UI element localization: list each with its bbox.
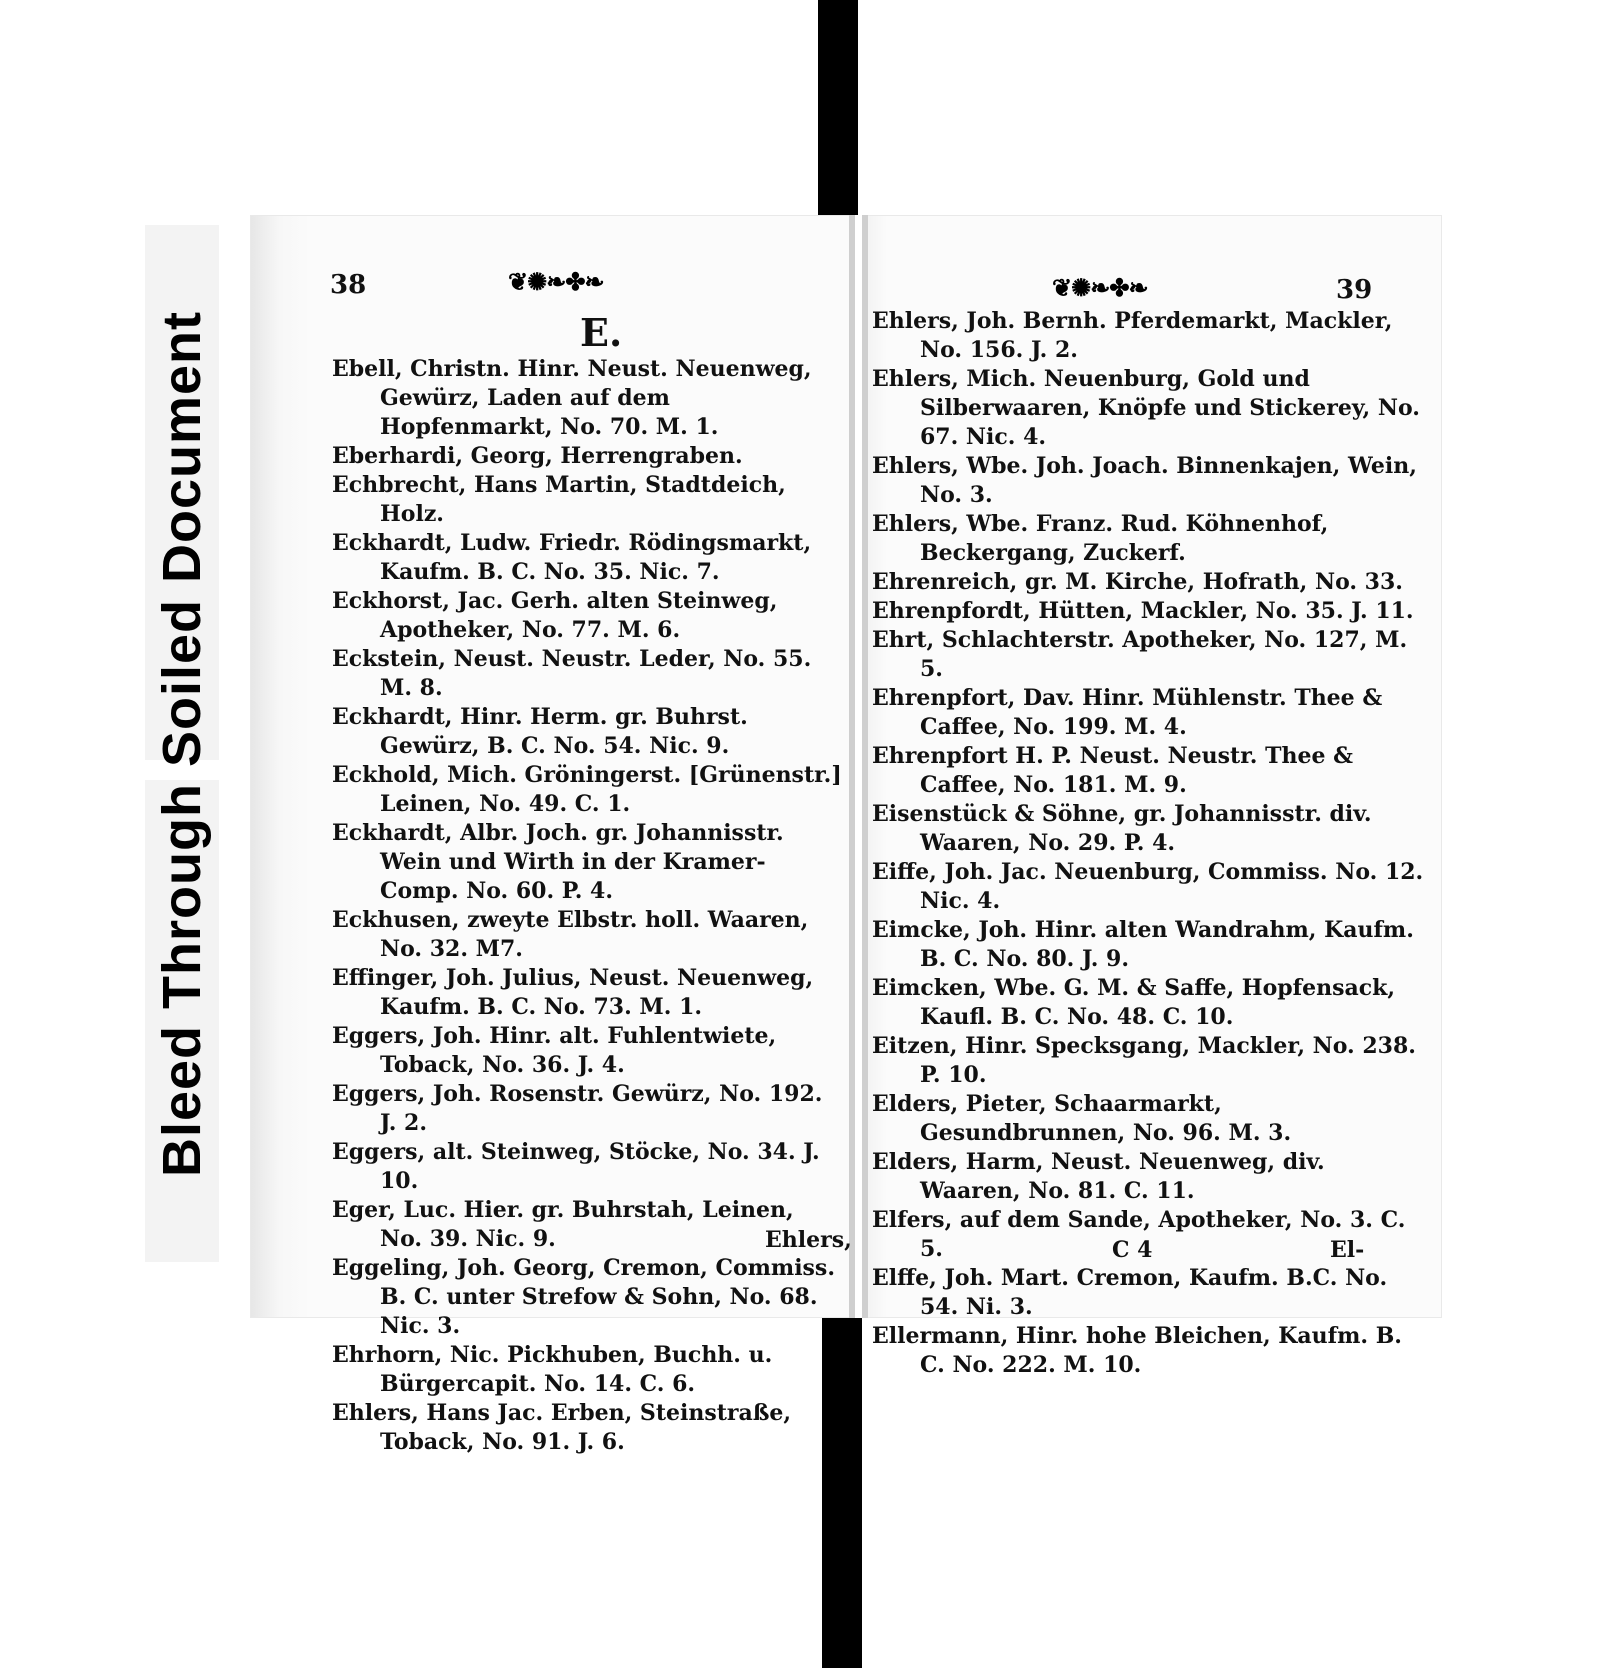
list-item: Ehlers, Hans Jac. Erben, Steinstraße, Toback, No. 91. J. 6. (332, 1400, 792, 1455)
list-item: Eimcke, Joh. Hinr. alten Wandrahm, Kaufm. B. C. No. 80. J. 9. (872, 917, 1414, 972)
ornament-icon: ❦✺❧✤❧ (1052, 273, 1148, 302)
list-item: Eggers, Joh. Rosenstr. Gewürz, No. 192. J. 2. (332, 1081, 823, 1136)
list-item: Ehrt, Schlachterstr. Apotheker, No. 127, M. 5. (872, 627, 1408, 682)
list-item: Elfers, auf dem Sande, Apotheker, No. 3. C. 5. (872, 1207, 1406, 1262)
list-item: Ehlers, Wbe. Joh. Joach. Binnenkajen, Wein, No. 3. (872, 453, 1417, 508)
list-item: Eimcken, Wbe. G. M. & Saffe, Hopfensack, Kaufl. B. C. No. 48. C. 10. (872, 975, 1396, 1030)
catchword: Ehlers, (765, 1227, 852, 1253)
page-number: 38 (330, 270, 367, 300)
list-item: Eckhardt, Albr. Joch. gr. Johannisstr. Wein und Wirth in der Kramer-Comp. No. 60. P. 4. (332, 820, 784, 904)
list-item: Ehlers, Joh. Bernh. Pferdemarkt, Mackler, No. 156. J. 2. (872, 308, 1393, 363)
spine-shadow (862, 215, 868, 1318)
list-item: Echbrecht, Hans Martin, Stadtdeich, Holz. (332, 472, 786, 527)
list-item: Eggers, alt. Steinweg, Stöcke, No. 34. J. 10. (332, 1139, 820, 1194)
list-item: Effinger, Joh. Julius, Neust. Neuenweg, Kaufm. B. C. No. 73. M. 1. (332, 965, 814, 1020)
list-item: Eger, Luc. Hier. gr. Buhrstah, Leinen, No. 39. Nic. 9. (332, 1197, 794, 1252)
list-item: Eckhusen, zweyte Elbstr. holl. Waaren, No. 32. M7. (332, 907, 809, 962)
list-item: Eitzen, Hinr. Specksgang, Mackler, No. 238. P. 10. (872, 1033, 1416, 1088)
side-label-text: Bleed Through Soiled Document (152, 310, 212, 1177)
list-item: Ehrhorn, Nic. Pickhuben, Buchh. u. Bürgercapit. No. 14. C. 6. (332, 1342, 773, 1397)
entry-list (872, 307, 1432, 1380)
list-item: Eiffe, Joh. Jac. Neuenburg, Commiss. No. 12. Nic. 4. (872, 859, 1424, 914)
list-item: Eckhardt, Hinr. Herm. gr. Buhrst. Gewürz, B. C. No. 54. Nic. 9. (332, 704, 748, 759)
list-item: Eberhardi, Georg, Herrengraben. (332, 443, 743, 469)
list-item: Eckhorst, Jac. Gerh. alten Steinweg, Apotheker, No. 77. M. 6. (332, 588, 778, 643)
side-label (145, 225, 219, 1262)
gutter-bar-top (818, 0, 858, 215)
ornament-icon: ❦✺❧✤❧ (508, 267, 604, 296)
entry-list (332, 355, 842, 1457)
left-page (250, 215, 855, 1455)
list-item: Elffe, Joh. Mart. Cremon, Kaufm. B.C. No. 54. Ni. 3. (872, 1265, 1388, 1320)
list-item: Eisenstück & Söhne, gr. Johannisstr. div. Waaren, No. 29. P. 4. (872, 801, 1372, 856)
signature-mark: C 4 (1112, 1237, 1153, 1263)
list-item: Eggers, Joh. Hinr. alt. Fuhlentwiete, Toback, No. 36. J. 4. (332, 1023, 777, 1078)
page-number: 39 (1336, 275, 1373, 305)
right-page (862, 215, 1442, 1378)
list-item: Elders, Pieter, Schaarmarkt, Gesundbrunnen, No. 96. M. 3. (872, 1091, 1292, 1146)
section-letter: E. (580, 310, 623, 355)
spine-shadow (849, 215, 855, 1318)
list-item: Ehrenpfort, Dav. Hinr. Mühlenstr. Thee & Caffee, No. 199. M. 4. (872, 685, 1383, 740)
list-item: Ehlers, Mich. Neuenburg, Gold und Silberwaaren, Knöpfe und Stickerey, No. 67. Nic. 4. (872, 366, 1420, 450)
list-item: Eckhold, Mich. Gröningerst. [Grünenstr.] Leinen, No. 49. C. 1. (332, 762, 842, 817)
catchword: El- (1330, 1237, 1365, 1263)
list-item: Ebell, Christn. Hinr. Neust. Neuenweg, Gewürz, Laden auf dem Hopfenmarkt, No. 70. M. 1. (332, 356, 812, 440)
list-item: Eckhardt, Ludw. Friedr. Rödingsmarkt, Kaufm. B. C. No. 35. Nic. 7. (332, 530, 812, 585)
list-item: Eckstein, Neust. Neustr. Leder, No. 55. M. 8. (332, 646, 812, 701)
list-item: Ehrenreich, gr. M. Kirche, Hofrath, No. 33. (872, 569, 1403, 595)
list-item: Ehlers, Wbe. Franz. Rud. Köhnenhof, Beckergang, Zuckerf. (872, 511, 1329, 566)
list-item: Elders, Harm, Neust. Neuenweg, div. Waaren, No. 81. C. 11. (872, 1149, 1325, 1204)
list-item: Ehrenpfordt, Hütten, Mackler, No. 35. J. 11. (872, 598, 1414, 624)
list-item: Ellermann, Hinr. hohe Bleichen, Kaufm. B. C. No. 222. M. 10. (872, 1323, 1402, 1378)
list-item: Eggeling, Joh. Georg, Cremon, Commiss. B. C. unter Strefow & Sohn, No. 68. Nic. 3. (332, 1255, 835, 1339)
list-item: Ehrenpfort H. P. Neust. Neustr. Thee & Caffee, No. 181. M. 9. (872, 743, 1353, 798)
